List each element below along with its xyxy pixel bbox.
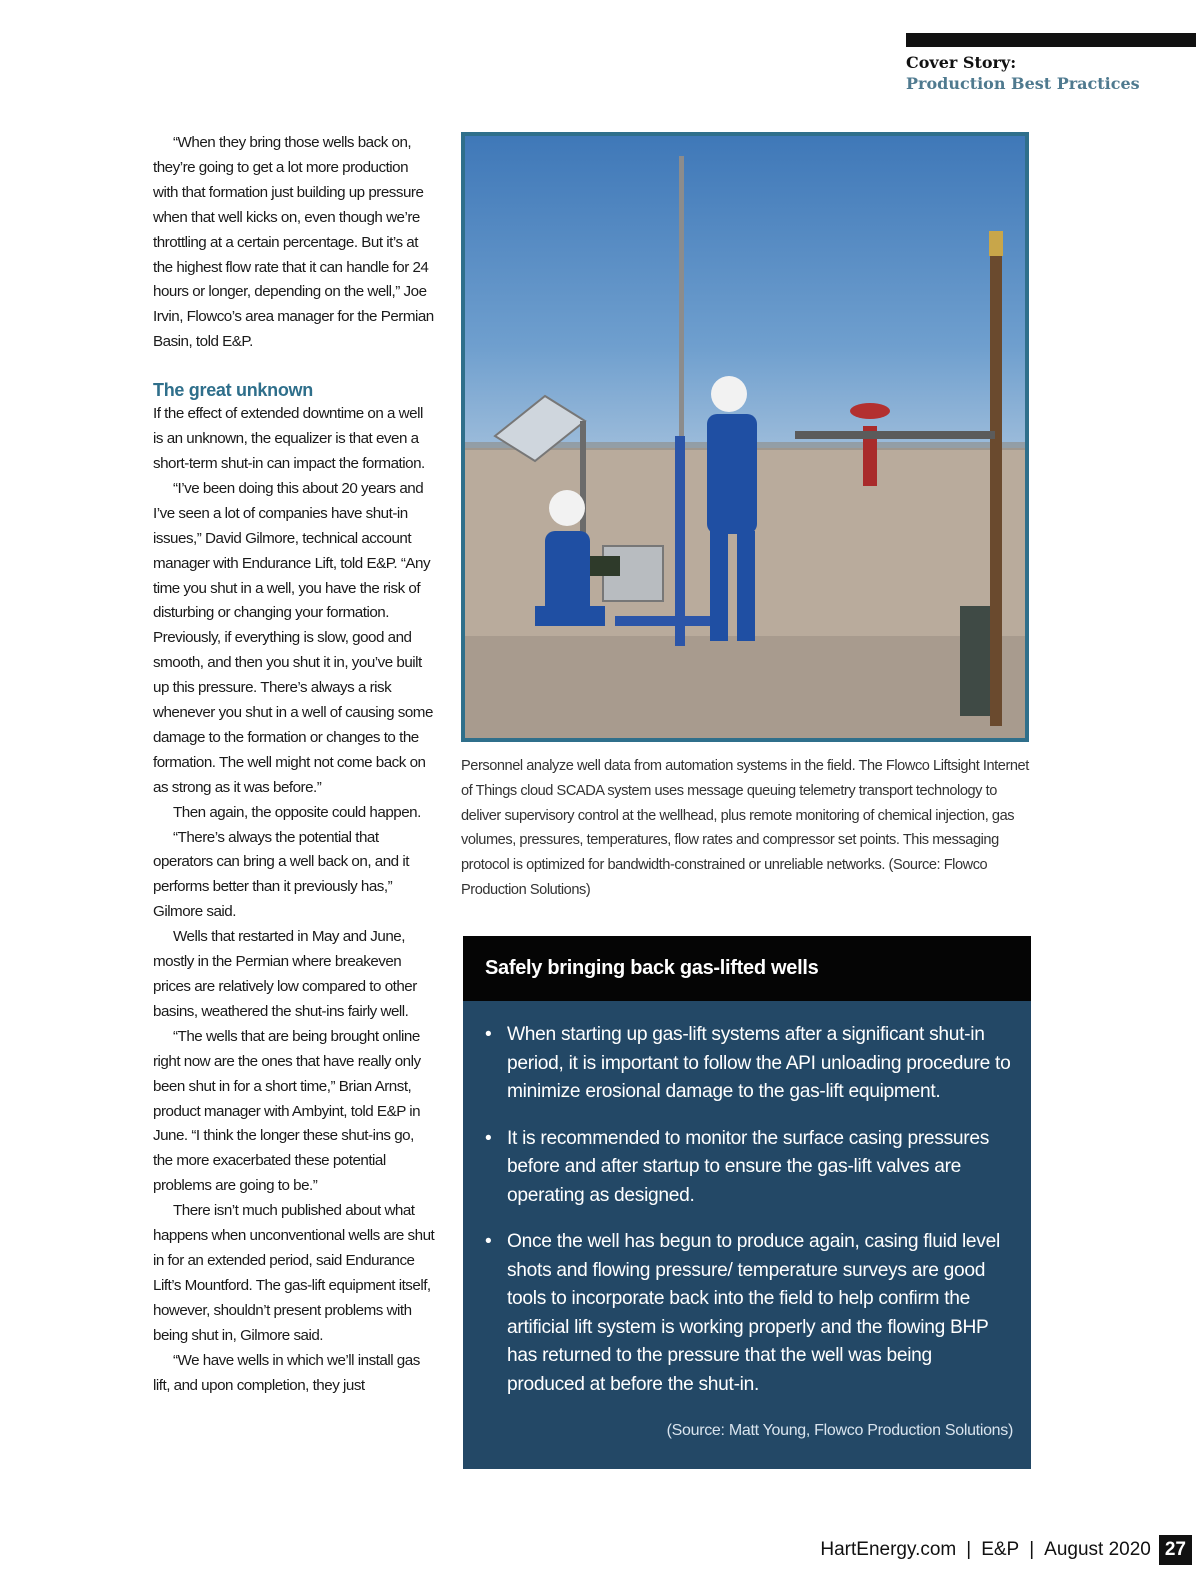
photo-illustration — [465, 136, 1025, 738]
pipeline — [795, 431, 995, 439]
hard-hat — [711, 376, 747, 412]
footer-issue: August 2020 — [1044, 1539, 1151, 1560]
wellhead — [960, 606, 990, 716]
list-item — [485, 1228, 1011, 1399]
paragraph: Wells that restarted in May and June, mostly in the Permian where breakeven prices are relatively low compared to other basins, weathered the shut-ins fairly well. — [153, 928, 417, 1020]
blue-stand — [675, 436, 685, 646]
footer-separator: | — [1029, 1539, 1035, 1560]
sidebar-box — [463, 936, 1031, 1469]
list-item-text: When starting up gas-lift systems after a significant shut-in period, it is important to follow the API unloading procedure to minimize erosional damage to the gas-lift equipment. — [507, 1024, 1011, 1102]
sidebar-list — [463, 1001, 1031, 1399]
paragraph: “The wells that are being brought online right now are the ones that have really only been shut in for a short time,” Brian Arnst, product manager with Ambyint, told E&P in June. “I think the longer these shut-ins go, the more exacerbated these potential problems are going to be.” — [153, 1027, 421, 1195]
photo-caption: Personnel analyze well data from automation systems in the field. The Flowco Liftsight Internet of Things cloud SCADA system uses message queuing telemetry transport technology to deliver supervisory control at the wellhead, plus remote monitoring of chemical injection, gas volumes, pressures, temperatures, flow rates and compressor set points. This messaging protocol is optimized for bandwidth-constrained or unreliable networks. (Source: Flowco Production Solutions) — [461, 758, 1029, 898]
paragraph: “We have wells in which we’ll install gas lift, and upon completion, they just — [153, 1351, 420, 1394]
rusty-pipe — [990, 236, 1002, 726]
subheading: The great unknown — [153, 380, 313, 401]
list-item-text: It is recommended to monitor the surface casing pressures before and after startup to ensure the gas-lift valves are operating as designed. — [507, 1127, 990, 1206]
hard-hat — [549, 490, 585, 526]
worker-standing-body — [707, 414, 757, 534]
pipe-cap — [989, 231, 1003, 256]
sidebar-source: (Source: Matt Young, Flowco Production Solutions) — [666, 1422, 1013, 1439]
section-kicker: Cover Story: — [906, 53, 1017, 72]
section-label — [906, 52, 1140, 94]
tablet — [590, 556, 620, 576]
footer-site: HartEnergy.com — [820, 1539, 957, 1560]
bullet-icon: • — [485, 1231, 492, 1252]
field-photo — [461, 132, 1029, 742]
bullet-icon: • — [485, 1127, 492, 1149]
worker-kneeling-leg — [535, 606, 605, 626]
list-item-text: Once the well has begun to produce again, casing fluid level shots and flowing pressure/ temperature surveys are good tools to incorporate back into the field to help confirm the artificial lift system is working properly and the flowing BHP has returned to the pressure that the well was being produced at before the shut-in. — [507, 1231, 1000, 1395]
blue-base — [615, 616, 725, 626]
gravel — [465, 636, 1025, 738]
list-item — [485, 1125, 1011, 1211]
footer-publication: E&P — [981, 1539, 1020, 1560]
paragraph: If the effect of extended downtime on a well is an unknown, the equalizer is that even a short-term shut-in can impact the formation. — [153, 405, 425, 472]
header-rule — [906, 33, 1196, 47]
paragraph: “When they bring those wells back on, they’re going to get a lot more production with that formation just building up pressure when that well kicks on, even though we’re throttling at a certain percentage. But it’s at the highest flow rate that it can handle for 24 hours or longer, depending on the well,” Joe Irvin, Flowco’s area manager for the Permian Basin, told E&P. — [153, 134, 434, 351]
paragraph: Then again, the opposite could happen. — [173, 803, 421, 821]
page-number: 27 — [1159, 1535, 1192, 1565]
worker-standing-leg — [710, 531, 728, 641]
sidebar-title: Safely bringing back gas-lifted wells — [463, 936, 1031, 1001]
panel-post — [580, 421, 586, 541]
paragraph: “There’s always the potential that operators can bring a well back on, and it performs better than it previously has,” Gilmore said. — [153, 828, 409, 921]
article-column — [153, 131, 435, 1398]
bullet-icon: • — [485, 1024, 492, 1045]
red-valve-wheel — [850, 403, 890, 419]
worker-standing-leg — [737, 531, 755, 641]
page-footer — [820, 1535, 1192, 1565]
paragraph: “I’ve been doing this about 20 years and I’ve seen a lot of companies have shut-in issues,” David Gilmore, technical account manager with Endurance Lift, told E&P. “Any time you shut in a well, you have the risk of disturbing or changing your formation. Previously, if everything is slow, good and smooth, and then you shut it in, you’ve built up this pressure. There’s always a risk whenever you shut in a well of causing some damage to the formation or changes to the formation. The well might not come back on as strong as it was before.” — [153, 479, 433, 796]
list-item — [485, 1021, 1011, 1107]
paragraph: There isn’t much published about what happens when unconventional wells are shut in for an extended period, said Endurance Lift’s Mountford. The gas-lift equipment itself, however, shouldn’t present problems with being shut in, Gilmore said. — [153, 1202, 435, 1344]
footer-separator: | — [966, 1539, 972, 1560]
section-title: Production Best Practices — [906, 74, 1140, 93]
